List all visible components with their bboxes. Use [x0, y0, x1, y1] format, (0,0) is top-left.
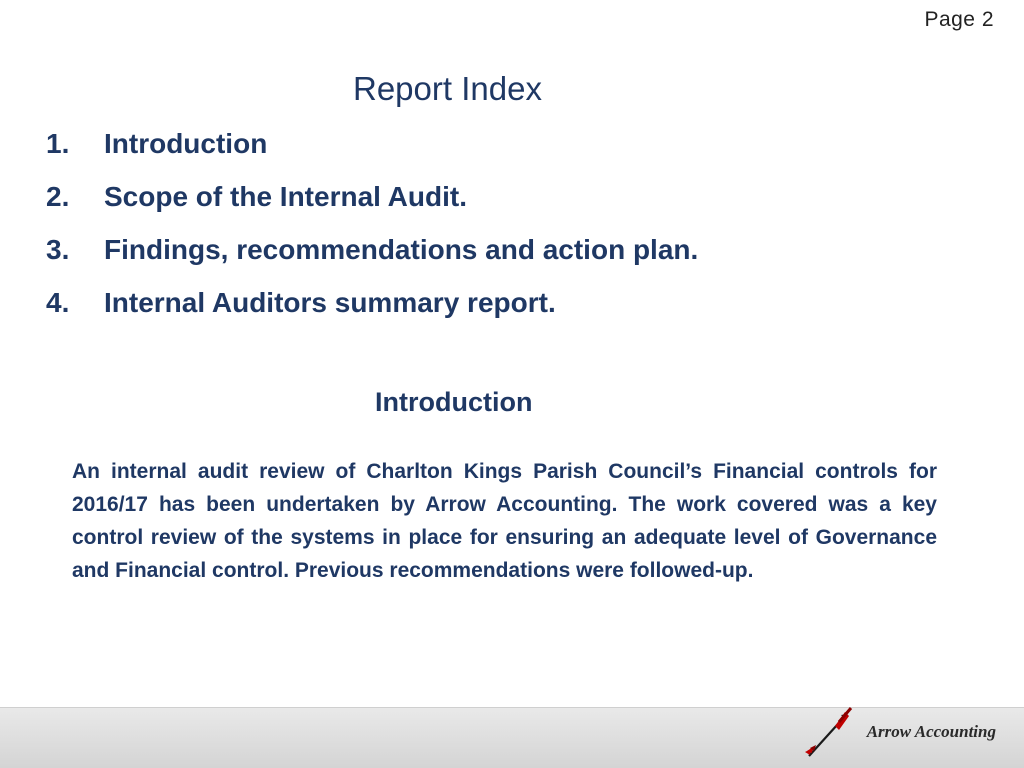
index-item-number: 1. — [46, 128, 70, 159]
company-logo-text: Arrow Accounting — [866, 722, 996, 741]
index-item-number: 3. — [46, 234, 70, 265]
index-item-scope — [46, 181, 698, 234]
report-index-title: Report Index — [353, 70, 542, 107]
company-logo — [801, 702, 996, 762]
index-item-label: Findings, recommendations and action plan. — [104, 234, 699, 265]
arrow-icon — [801, 702, 861, 762]
index-item-number: 2. — [46, 181, 70, 212]
introduction-heading: Introduction — [375, 387, 533, 417]
index-item-summary — [46, 287, 698, 340]
index-item-introduction — [46, 128, 698, 181]
index-item-number: 4. — [46, 287, 70, 318]
index-item-findings — [46, 234, 698, 287]
index-item-label: Introduction — [104, 128, 268, 159]
page-number: Page 2 — [924, 8, 994, 31]
index-item-label: Internal Auditors summary report. — [104, 287, 556, 318]
introduction-paragraph: An internal audit review of Charlton Kings Parish Council’s Financial controls for 2016/17 has been undertaken by Arrow Accounting. The work covered was a key control review of the systems in place for ensuring an adequate level of Governance and Financial control. Previous recommendations were followed-up. — [72, 460, 937, 582]
footer-bar — [0, 707, 1024, 768]
report-index-list — [46, 128, 698, 340]
index-item-label: Scope of the Internal Audit. — [104, 181, 467, 212]
